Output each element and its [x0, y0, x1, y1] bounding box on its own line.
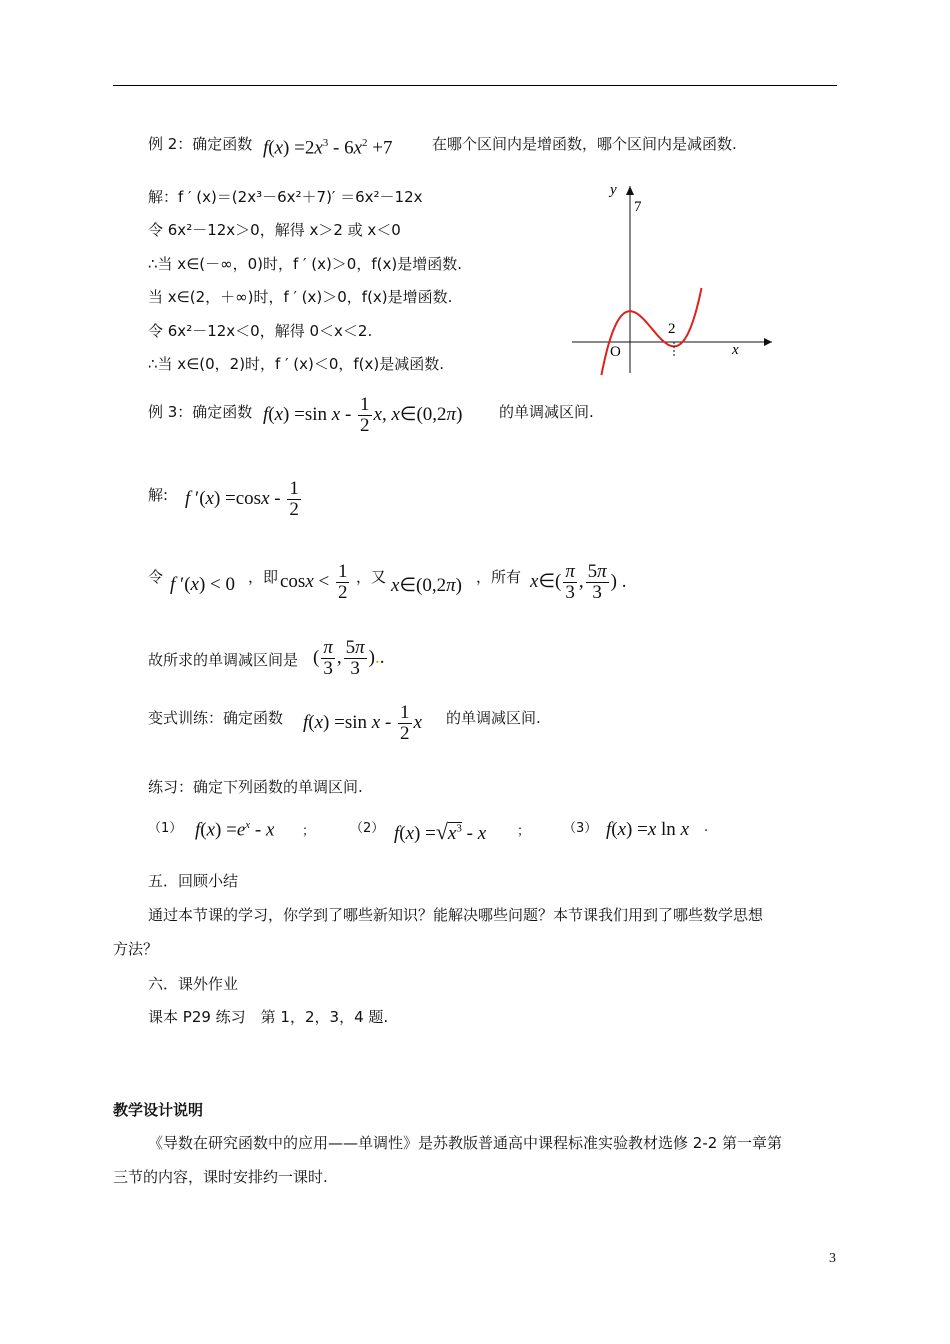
- solution-line-5: 令 6x²－12x＜0，解得 0＜x＜2.: [148, 322, 373, 340]
- variant-formula: f(x) =sin x - $\frac{1}{2}$ x: [303, 702, 422, 744]
- example-2-formula: $f(x) =2x^3 - 6x^2 +7$: [263, 137, 393, 159]
- conclusion-prefix: 故所求的单调减区间是: [148, 651, 299, 669]
- x-axis-label: x: [732, 342, 739, 358]
- design-heading: 教学设计说明: [113, 1101, 204, 1119]
- y-axis-arrow: [626, 186, 634, 195]
- example-3-tail: 的单调减区间.: [499, 403, 594, 421]
- page-number: 3: [829, 1251, 836, 1266]
- section-5-para-1: 通过本节课的学习，你学到了哪些新知识？能解决哪些问题？本节课我们用到了哪些数学思想: [148, 906, 764, 924]
- practice-2-num: （2）: [350, 821, 385, 836]
- condition-interval: x∈( $\frac{\pi}{3}$ , $\frac{5\pi}{3}$ ) .: [530, 561, 627, 603]
- x-axis-arrow: [764, 338, 772, 346]
- solution-line-1: 解：f ′ (x)＝(2x³－6x²＋7)′ ＝6x²－12x: [148, 188, 423, 206]
- practice-3-sep: .: [704, 820, 709, 835]
- cubic-curve: [601, 288, 701, 375]
- condition-prefix: 令: [148, 568, 164, 586]
- example-3-derivative: f ′(x) =cosx - $\frac{1}{2}$: [185, 478, 299, 520]
- practice-1-formula: $f(x) =e^x - x$: [195, 819, 275, 841]
- solution-line-2: 令 6x²－12x＞0，解得 x＞2 或 x＜0: [148, 221, 401, 239]
- solution-line-3: ∴当 x∈(－∞，0)时，f ′ (x)＞0，f(x)是增函数.: [148, 255, 462, 273]
- practice-label: 练习：确定下列函数的单调区间.: [148, 778, 363, 796]
- condition-cos: cosx < $\frac{1}{2}$: [280, 561, 348, 603]
- variant-tail: 的单调减区间.: [446, 709, 541, 727]
- section-6-heading: 六．课外作业: [148, 975, 239, 993]
- practice-1-sep: ；: [302, 824, 316, 839]
- practice-1-num: （1）: [148, 821, 183, 836]
- example-2-tail: 在哪个区间内是增函数，哪个区间内是减函数.: [432, 135, 737, 153]
- condition-suoyou: ，所有: [476, 568, 522, 586]
- condition-derivative: f ′(x) < 0: [170, 574, 235, 595]
- header-rule: [113, 85, 837, 86]
- example-2-label: 例 2：确定函数: [148, 135, 253, 153]
- practice-3-formula: f(x) =x ln x: [606, 819, 689, 840]
- condition-you: ，又: [356, 568, 387, 586]
- variant-label: 变式训练：确定函数: [148, 709, 284, 727]
- example-3-solution-label: 解:: [148, 486, 169, 504]
- section-5-para-2: 方法？: [113, 940, 159, 958]
- practice-2-sep: ；: [517, 824, 531, 839]
- solution-line-4: 当 x∈(2，＋∞)时，f ′ (x)＞0，f(x)是增函数.: [148, 288, 453, 306]
- peak-label: 7: [634, 199, 642, 215]
- cubic-graph: [560, 178, 780, 378]
- example-3-formula: f(x) =sin x - $\frac{1}{2}$ x, x∈(0,2π): [263, 394, 463, 436]
- solution-line-6: ∴当 x∈(0，2)时，f ′ (x)＜0，f(x)是减函数.: [148, 355, 445, 373]
- y-axis-label: y: [610, 182, 617, 198]
- condition-domain: x∈(0,2π): [391, 575, 462, 596]
- practice-3-num: （3）: [563, 821, 598, 836]
- design-para-1: 《导数在研究函数中的应用——单调性》是苏教版普通高中课程标准实验教材选修 2-2 第一章第: [148, 1134, 783, 1152]
- condition-ji: ，即: [248, 568, 279, 586]
- root-label: 2: [668, 321, 676, 337]
- conclusion-interval: ( $\frac{\pi}{3}$ , $\frac{5\pi}{3}$ )..: [313, 637, 385, 679]
- section-5-heading: 五．回顾小结: [148, 872, 239, 890]
- example-3-label: 例 3：确定函数: [148, 403, 253, 421]
- design-para-2: 三节的内容，课时安排约一课时.: [113, 1168, 328, 1186]
- section-6-text: 课本 P29 练习 第 1，2，3，4 题.: [148, 1008, 389, 1026]
- practice-2-formula: $f(x) =√x^3 - x$: [394, 819, 487, 844]
- origin-label: O: [610, 344, 621, 360]
